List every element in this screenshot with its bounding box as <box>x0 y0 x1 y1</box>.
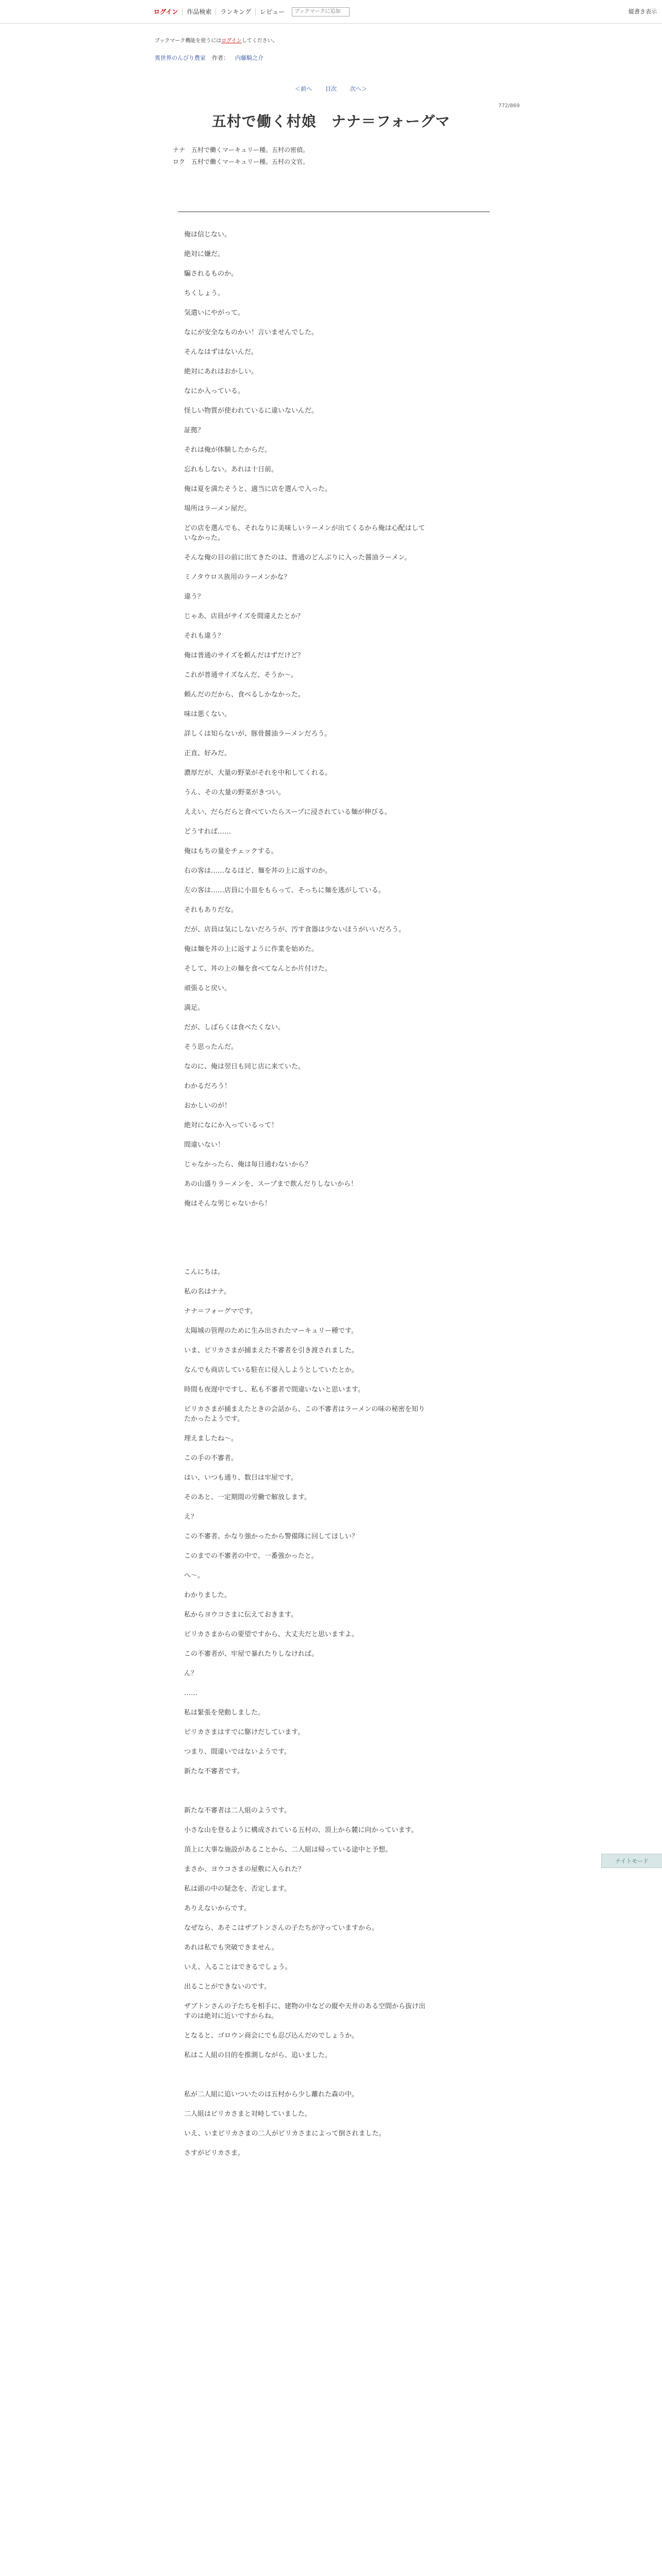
body-paragraph: ナナ＝フォーグマです。 <box>184 1308 257 1315</box>
body-paragraph <box>184 621 493 631</box>
body-paragraph <box>184 1424 493 1434</box>
body-paragraph <box>184 1150 493 1160</box>
body-paragraph: ちくしょう。 <box>184 290 225 297</box>
body-paragraph: ええい、だらだらと食べていたらスープに浸されている麺が伸びる。 <box>184 808 391 816</box>
body-paragraph: 新たな不審者は二人組のようです。 <box>184 1807 291 1815</box>
body-paragraph: それは俺が体験したからだ。 <box>184 446 272 454</box>
body-paragraph: どうすれば…… <box>184 828 231 836</box>
body-paragraph: ありえないからです。 <box>184 1905 251 1912</box>
body-paragraph <box>184 1581 493 1590</box>
body-paragraph <box>184 514 493 523</box>
body-paragraph <box>184 660 493 670</box>
body-paragraph <box>184 337 493 347</box>
author-label: 作者： <box>212 55 229 61</box>
body-paragraph <box>184 1894 493 1904</box>
body-paragraph <box>184 1679 493 1688</box>
body-paragraph: 頼んだのだから、食べるしかなかった。 <box>184 691 305 699</box>
body-paragraph: だが、しばらくは食べたくない。 <box>184 1024 285 1031</box>
body-paragraph: それもありだな。 <box>184 906 238 914</box>
body-paragraph: 俺は信じない。 <box>184 231 231 239</box>
body-paragraph <box>184 563 493 572</box>
body-paragraph: いま、ピリカさまが捕まえた不審者を引き渡されました。 <box>184 1347 358 1354</box>
body-paragraph: あの山盛りラーメンを、スープまで飲んだりしないから！ <box>184 1180 358 1188</box>
body-paragraph: 俺はもちの量をチェックする。 <box>184 848 278 855</box>
body-paragraph: 頂上に大事な施設があることから、二人組は帰っている途中と予想。 <box>184 1846 392 1854</box>
body-paragraph: すのは絶対に近いですからね。 <box>184 2012 278 2020</box>
body-paragraph: さすがピリカさま。 <box>184 2149 244 2157</box>
body-paragraph <box>184 2021 493 2031</box>
body-paragraph: 私からヨウコさまに伝えておきます。 <box>184 1611 297 1619</box>
preface-line: ナナ 五村で働くマーキュリー種。五村の密偵。 <box>173 146 309 154</box>
series-title-link[interactable]: 異世界のんびり農家 <box>155 55 206 61</box>
body-paragraph <box>184 817 493 827</box>
body-paragraph <box>184 915 493 925</box>
body-paragraph: そんな俺の目の前に出てきたのは、普通のどんぶりに入った醤油ラーメン。 <box>184 554 411 562</box>
body-paragraph <box>184 1463 493 1473</box>
body-paragraph: ミノタウロス族用のラーメンかな？ <box>184 573 291 581</box>
body-paragraph: 太陽城の管理のために生み出されたマーキュリー種です。 <box>184 1327 358 1335</box>
body-paragraph: 私が二人組に追いついたのは五村から少し離れた森の中。 <box>184 2091 359 2098</box>
chapter-body <box>184 230 493 2158</box>
vertical-display-link[interactable]: 縦書き表示 <box>628 8 657 15</box>
body-paragraph <box>184 954 493 964</box>
chapter-preface <box>173 144 662 168</box>
body-paragraph <box>184 1052 493 1062</box>
notice-suffix: してください。 <box>241 38 278 44</box>
body-paragraph <box>184 1248 493 1258</box>
body-paragraph <box>184 1639 493 1649</box>
body-paragraph <box>184 1297 493 1307</box>
toc-link[interactable]: 目次 <box>325 86 337 92</box>
body-paragraph <box>184 1698 493 1708</box>
preface-divider <box>178 211 490 212</box>
body-paragraph: 間違いない！ <box>184 1141 225 1149</box>
body-paragraph <box>184 1072 493 1081</box>
body-paragraph: へ～。 <box>184 1572 205 1580</box>
body-paragraph <box>184 1659 493 1669</box>
night-mode-button[interactable]: ナイトモード <box>601 1854 662 1868</box>
body-paragraph <box>184 1541 493 1551</box>
body-paragraph <box>184 719 493 729</box>
body-paragraph: 違う？ <box>184 593 205 601</box>
body-paragraph <box>184 1032 493 1042</box>
body-paragraph <box>184 1375 493 1385</box>
body-paragraph: 頑張ると戻い。 <box>184 985 231 992</box>
body-paragraph: 味は悪くない。 <box>184 710 231 718</box>
body-paragraph <box>184 1561 493 1571</box>
body-paragraph <box>184 1355 493 1365</box>
body-paragraph <box>184 680 493 690</box>
body-paragraph: だが、店員は気にしないだろうが、汚す食器は少ないほうがいいだろう。 <box>184 926 406 934</box>
next-chapter-link[interactable]: 次へ＞ <box>350 86 367 92</box>
body-paragraph: 俺はそんな男じゃないから！ <box>184 1200 272 1208</box>
preface-line: ロク 五村で働くマーキュリー種。五村の文官。 <box>173 158 309 165</box>
body-paragraph: そして、丼の上の麺を食べてなんとか片付けた。 <box>184 965 332 973</box>
body-paragraph: 正直、好みだ。 <box>184 750 231 757</box>
body-paragraph: 俺は普通のサイズを頼んだはずだけど？ <box>184 652 304 659</box>
body-paragraph: 絶対になにか入っているって！ <box>184 1122 278 1129</box>
top-bar <box>0 0 662 24</box>
body-paragraph <box>184 1786 493 1796</box>
body-paragraph: 詳しくは知らないが、豚骨醤油ラーメンだろう。 <box>184 730 332 738</box>
body-paragraph: 時間も夜遅中ですし、私も不審者で間違いないと思います。 <box>184 1386 365 1394</box>
body-paragraph: 証拠？ <box>184 427 205 434</box>
body-paragraph: こんにちは。 <box>184 1268 225 1276</box>
body-paragraph <box>184 357 493 367</box>
body-paragraph: 絶対にあれはおかしい。 <box>184 368 258 376</box>
body-paragraph: なにか入っている。 <box>184 387 245 395</box>
body-paragraph <box>184 1238 493 1248</box>
body-paragraph <box>184 1522 493 1532</box>
body-paragraph: 私は頭の中の疑念を、否定します。 <box>184 1885 291 1893</box>
body-paragraph <box>184 455 493 465</box>
body-paragraph: なのに、俺は翌日も同じ店に来ていた。 <box>184 1063 305 1071</box>
body-paragraph <box>184 2060 493 2070</box>
body-paragraph: そのあと、一定期間の労働で解放します。 <box>184 1494 311 1501</box>
body-paragraph: うん、その大量の野菜がきつい。 <box>184 789 285 796</box>
body-paragraph: わかりました。 <box>184 1591 231 1599</box>
body-paragraph <box>184 1258 493 1267</box>
body-paragraph: ザブトンさんの子たちを相手に、建物の中などの縦や天井のある空間から抜け出 <box>184 2003 426 2010</box>
body-paragraph <box>184 1796 493 1806</box>
notice-prefix: ブックマーク機能を使うには <box>155 38 222 44</box>
body-paragraph: そう思ったんだ。 <box>184 1043 238 1051</box>
breadcrumb <box>0 43 662 62</box>
body-paragraph <box>184 895 493 905</box>
body-paragraph <box>184 474 493 484</box>
body-paragraph: 俺は麺を丼の上に返すように作業を始めた。 <box>184 945 319 953</box>
body-paragraph <box>184 582 493 592</box>
body-paragraph: おかしいのが！ <box>184 1102 231 1110</box>
body-paragraph <box>184 435 493 445</box>
body-paragraph <box>184 1757 493 1767</box>
body-paragraph: このまでの不審者の中で、一番強かったと。 <box>184 1552 318 1560</box>
body-paragraph: いえ、入ることはできるでしょう。 <box>184 1963 292 1971</box>
body-paragraph: ピリカさまからの要望ですから、大丈夫だと思いますよ。 <box>184 1631 358 1638</box>
body-paragraph: この手の不審者。 <box>184 1454 238 1462</box>
body-paragraph <box>184 2099 493 2109</box>
body-paragraph <box>184 837 493 846</box>
body-paragraph <box>184 1816 493 1825</box>
body-paragraph <box>184 1316 493 1326</box>
body-paragraph <box>184 1913 493 1923</box>
body-paragraph: あれは私でも突破できません。 <box>184 1944 278 1952</box>
body-paragraph: 左の客は……店員に小皿をもらって、そっちに麺を逃がしている。 <box>184 887 385 894</box>
body-paragraph <box>184 1502 493 1512</box>
body-paragraph <box>184 778 493 788</box>
body-paragraph <box>184 377 493 386</box>
body-paragraph <box>184 1953 493 1962</box>
body-paragraph: 右の客は……なるほど、麺を丼の上に返すのか。 <box>184 867 332 875</box>
body-paragraph: ピリカさまが捕まえたときの会話から、この不審者はラーメンの味の秘密を知り <box>184 1405 425 1413</box>
body-paragraph: 満足。 <box>184 1004 205 1012</box>
body-paragraph <box>184 1483 493 1493</box>
body-paragraph: 私はこ人組の目的を推測しながら、追いました。 <box>184 2052 332 2059</box>
body-paragraph <box>184 494 493 504</box>
body-paragraph <box>184 1130 493 1140</box>
body-paragraph: つまり、間違いではないようです。 <box>184 1748 291 1756</box>
body-paragraph <box>184 739 493 749</box>
body-paragraph: この不審者が、牢屋で暴れたりしなければ。 <box>184 1650 319 1658</box>
body-paragraph <box>184 1620 493 1630</box>
body-paragraph <box>184 602 493 612</box>
body-paragraph: まさか、ヨウコさまの屋敷に入られた？ <box>184 1866 305 1873</box>
body-paragraph <box>184 935 493 944</box>
body-paragraph <box>184 1218 493 1228</box>
body-paragraph <box>184 1336 493 1346</box>
body-paragraph <box>184 2139 493 2148</box>
body-paragraph: 私は緊張を発動しました。 <box>184 1709 265 1717</box>
body-paragraph: 出ることができないのです。 <box>184 1983 271 1991</box>
body-paragraph <box>184 1776 493 1786</box>
body-paragraph: ん？ <box>184 1670 198 1677</box>
body-paragraph <box>184 856 493 866</box>
body-paragraph: となると、ゴロウン商会にでも忍び込んだのでしょうか。 <box>184 2032 359 2040</box>
login-link[interactable]: ログイン <box>150 8 183 15</box>
body-paragraph <box>184 1013 493 1023</box>
body-paragraph: わかるだろう！ <box>184 1082 231 1090</box>
review-link[interactable]: レビュー <box>260 8 285 15</box>
body-paragraph: どの店を選んでも、それなりに美味しいラーメンが出てくるから俺は心配はして <box>184 524 425 532</box>
body-paragraph: 絶対に嫌だ。 <box>184 250 225 258</box>
body-paragraph: じゃなかったら、俺は毎日通わないから？ <box>184 1161 312 1168</box>
author-link[interactable]: 内藤騎之介 <box>235 55 263 61</box>
body-paragraph: 忘れもしない。あれは十日前。 <box>184 466 278 473</box>
body-paragraph: 二人組はピリカさまと対峙していました。 <box>184 2110 311 2118</box>
body-paragraph <box>184 1737 493 1747</box>
body-paragraph <box>184 993 493 1003</box>
body-paragraph: たかったようです。 <box>184 1415 244 1423</box>
body-paragraph <box>184 2080 493 2090</box>
page-number: 772/869 <box>498 103 520 109</box>
body-paragraph: はい、いつも通り、数日は牢屋です。 <box>184 1474 297 1482</box>
body-paragraph <box>184 1170 493 1179</box>
body-paragraph: 新たな不審者です。 <box>184 1768 244 1775</box>
body-paragraph <box>184 1933 493 1943</box>
chapter-title: 五村で働く村娘 ナナ＝フォーグマ <box>211 113 451 130</box>
body-paragraph: 濃厚だが、大量の野菜がそれを中和してくれる。 <box>184 769 332 777</box>
body-paragraph <box>184 1600 493 1610</box>
body-paragraph <box>184 2041 493 2050</box>
body-paragraph <box>184 700 493 709</box>
body-paragraph <box>184 1972 493 1982</box>
main-nav <box>150 8 289 15</box>
body-paragraph <box>184 1855 493 1865</box>
body-paragraph: なぜなら、あそこはザブトンさんの子たちが守っていますから。 <box>184 1924 379 1932</box>
body-paragraph <box>184 1395 493 1404</box>
body-paragraph: 騙されるものか。 <box>184 270 238 278</box>
body-paragraph <box>184 1874 493 1884</box>
body-paragraph <box>184 1835 493 1845</box>
login-notice <box>0 24 662 43</box>
body-paragraph <box>184 1091 493 1101</box>
prev-chapter-link[interactable]: ＜前へ <box>295 86 312 92</box>
body-paragraph: …… <box>184 1689 197 1697</box>
body-paragraph: なにが安全なものかい！言いませんでした。 <box>184 329 319 336</box>
body-paragraph: え？ <box>184 1513 198 1521</box>
body-paragraph <box>184 543 493 553</box>
body-paragraph <box>184 758 493 768</box>
body-paragraph: 怪しい物質が使われているに違いないんだ。 <box>184 407 319 415</box>
body-paragraph: そんなはずはないんだ。 <box>184 348 258 356</box>
body-paragraph <box>184 1277 493 1287</box>
body-paragraph <box>184 1209 493 1218</box>
body-paragraph <box>184 298 493 308</box>
body-paragraph <box>184 974 493 984</box>
body-paragraph <box>184 1111 493 1121</box>
chapter-pager <box>0 84 662 93</box>
body-paragraph: いなかった。 <box>184 534 225 542</box>
works-search-link[interactable]: 作品検索 <box>183 8 216 15</box>
body-paragraph <box>184 279 493 289</box>
body-paragraph: これが普通サイズなんだ、そうか～。 <box>184 671 297 679</box>
body-paragraph: じゃあ、店員がサイズを間違えたとか？ <box>184 613 304 620</box>
body-paragraph: ピリカさまはすでに駆けだしています。 <box>184 1728 305 1736</box>
body-paragraph: いえ、いまピリカさまの二人がピリカさまによって倒されました。 <box>184 2130 386 2138</box>
body-paragraph <box>184 318 493 328</box>
body-paragraph <box>184 416 493 426</box>
body-paragraph <box>184 641 493 651</box>
body-paragraph <box>184 1228 493 1238</box>
body-paragraph: 私の名はナナ。 <box>184 1288 231 1296</box>
body-paragraph <box>184 240 493 249</box>
body-paragraph: それも違う？ <box>184 632 225 640</box>
ranking-link[interactable]: ランキング <box>216 8 256 15</box>
bookmark-add-input[interactable] <box>292 7 350 16</box>
body-paragraph <box>184 1718 493 1727</box>
body-paragraph <box>184 1444 493 1453</box>
body-paragraph <box>184 2119 493 2129</box>
body-paragraph <box>184 2070 493 2080</box>
notice-login-link[interactable]: ログイン <box>221 38 242 44</box>
body-paragraph <box>184 396 493 406</box>
body-paragraph: なんでも商店している駐在に侵入しようとしていたとか。 <box>184 1366 359 1374</box>
body-paragraph: この不審者、かなり強かったから警備隊に回してほしい？ <box>184 1533 359 1540</box>
body-paragraph <box>184 259 493 269</box>
body-paragraph: 理えましたね～。 <box>184 1435 238 1443</box>
body-paragraph <box>184 798 493 807</box>
body-paragraph: 場所はラーメン屋だ。 <box>184 505 251 513</box>
body-paragraph <box>184 876 493 886</box>
body-paragraph: 小さな山を登るように構成されている五村の、頂上から麓に向かっています。 <box>184 1826 418 1834</box>
body-paragraph <box>184 1992 493 2002</box>
body-paragraph: 俺は夏を満たそうと、適当に店を選んで入った。 <box>184 485 332 493</box>
body-paragraph: 気遣いにやがって。 <box>184 309 244 317</box>
body-paragraph <box>184 1189 493 1199</box>
